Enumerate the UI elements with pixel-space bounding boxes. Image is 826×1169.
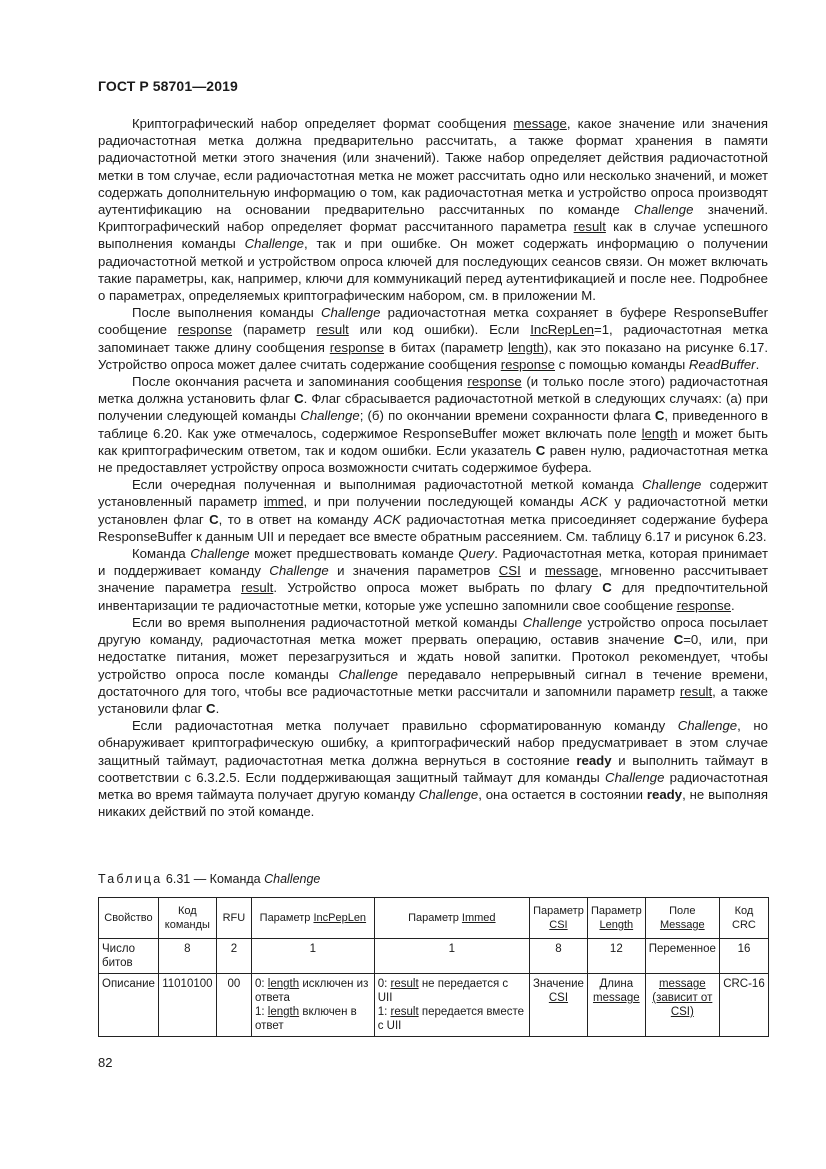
header-length: Параметр Length: [587, 898, 645, 939]
text-run: Криптографический набор определяет формат сообщения: [132, 116, 514, 131]
text-run: передавало непрерывный сигнал в течение времени, достаточного для того, чтобы все радиочастотные метки рассчитали и запомнили параметр: [98, 666, 769, 699]
cell-message: message (зависит от CSI): [645, 974, 719, 1037]
page-number: 82: [98, 1055, 113, 1070]
header-csi: Параметр CSI: [529, 898, 587, 939]
text-run: , не выполняя никаких действий по этой команде.: [98, 786, 769, 820]
text-run: C: [673, 632, 684, 648]
text-run: .: [215, 700, 220, 716]
text-run: C: [209, 511, 219, 527]
paragraph-7: [98, 717, 768, 820]
table-header-row: [99, 898, 769, 939]
cell-length: Длина message: [587, 974, 645, 1037]
text-run: Challenge: [522, 614, 583, 630]
text-run: =0, или, при недостатке питания, может перезагрузиться и ждать новой запитки. Протокол рекомендует, чтобы устройство опроса после команды: [98, 632, 768, 682]
table-caption: [98, 872, 320, 886]
text-run: result: [573, 219, 606, 235]
text-run: ready: [646, 786, 683, 802]
cell-message: Переменное: [645, 939, 719, 974]
header-property: Свойство: [99, 898, 159, 939]
text-run: Query: [458, 546, 495, 562]
text-run: или код ошибки). Если: [348, 322, 531, 338]
text-run: ACK: [580, 494, 608, 510]
text-run: как в случае успешного выполнения команды: [98, 219, 768, 252]
text-run: ready: [576, 752, 612, 768]
text-run: Challenge: [269, 563, 329, 579]
text-run: ACK: [373, 511, 401, 527]
text-run: response: [676, 597, 731, 613]
cell-label: Число битов: [99, 939, 159, 974]
text-run: IncRepLen: [530, 322, 595, 338]
text-run: message: [513, 116, 567, 131]
text-run: Challenge: [418, 786, 479, 802]
text-run: После окончания расчета и запоминания сообщения: [132, 374, 468, 390]
text-run: result: [679, 683, 713, 699]
text-run: , приведенного в таблице 6.20. Как уже отмечалось, содержимое ResponseBuffer может включать поле: [98, 408, 768, 441]
text-run: может предшествовать команде: [249, 546, 459, 562]
text-run: , но обнаруживает криптографическую ошибку, а криптографический набор предусматривает в этом случае защитный таймаут, радиочастотная метка должна вернуться в состояние: [98, 718, 768, 768]
paragraph-2: [98, 304, 768, 373]
cell-immed: 0: result не передается с UII 1: result передается вместе с UII: [374, 974, 529, 1037]
text-run: ; (б) по окончании времени сохранности флага: [359, 408, 655, 424]
text-run: , она остается в состоянии: [478, 786, 647, 802]
text-run: Challenge: [641, 477, 702, 493]
text-run: Если очередная полученная и выполнимая радиочастотной меткой команда: [132, 477, 642, 493]
text-run: .: [730, 597, 735, 613]
cell-crc: 16: [719, 939, 768, 974]
text-run: . Флаг сбрасывается радиочастотной меткой в следующих случаях: (а) при получении следующей команды: [98, 391, 768, 424]
text-run: , так и при ошибке. Он может содержать информацию о получении радиочастотной меткой и устройством опроса ключей для последующих сеансов связи. Он может включать такие параметры, как, например, ключи для коммуникаций перед аутентификацией и после нее. Подробнее о параметрах, определяемых криптографическим набором, см. в приложении М.: [98, 236, 768, 304]
paragraph-5: [98, 545, 768, 614]
table-row-bits: [99, 939, 769, 974]
text-run: .: [755, 356, 760, 372]
text-run: равен нулю, радиочастотная метка не предоставляет устройству опроса возможности считать содержимое буфера.: [98, 442, 768, 476]
text-run: response: [329, 339, 385, 355]
text-run: immed: [263, 494, 304, 510]
text-run: Challenge: [300, 408, 360, 424]
text-run: ReadBuffer: [688, 356, 756, 372]
text-run: length: [641, 425, 678, 441]
cell-rfu: 2: [216, 939, 251, 974]
caption-prefix: Таблица: [98, 872, 163, 886]
text-run: result: [241, 580, 274, 596]
text-run: устройство опроса посылает другую команду, радиочастотная метка может прервать операцию, оставив значение: [98, 614, 768, 648]
text-run: Challenge: [677, 718, 738, 734]
paragraph-4: [98, 476, 768, 545]
text-run: Challenge: [634, 202, 694, 218]
text-run: , а также установили флаг: [98, 683, 768, 716]
header-rfu: RFU: [216, 898, 251, 939]
text-run: length: [508, 339, 544, 355]
text-run: , мгновенно рассчитывает значение параметра: [98, 563, 768, 596]
text-run: с помощью команды: [555, 356, 689, 372]
text-run: C: [535, 442, 546, 458]
cell-inc: 0: length исключен из ответа 1: length включен в ответ: [252, 974, 375, 1037]
header-immed: Параметр Immed: [374, 898, 529, 939]
paragraph-6: [98, 614, 768, 717]
document-header: ГОСТ Р 58701—2019: [98, 78, 238, 94]
text-run: response: [500, 356, 555, 372]
paragraph-1: [98, 115, 768, 304]
text-run: CSI: [498, 563, 521, 579]
paragraph-3: [98, 373, 768, 476]
text-run: C: [654, 408, 665, 424]
body-text: [98, 115, 768, 820]
text-run: Challenge: [190, 546, 250, 562]
cell-label: Описание: [99, 974, 159, 1037]
text-run: result: [316, 322, 349, 338]
caption-number: 6.31 — Команда: [165, 872, 261, 886]
text-run: Challenge: [605, 769, 665, 785]
text-run: у радиочастотной метки установлен флаг: [98, 494, 768, 527]
text-run: , и при получении последующей команды: [303, 494, 581, 510]
text-run: . Устройство опроса может выбрать по флагу: [273, 580, 603, 596]
text-run: для предпочтительной инвентаризации те радиочастотные метки, которые уже успешно запомнили свое сообщение: [98, 580, 768, 613]
text-run: Challenge: [338, 666, 398, 682]
text-run: Challenge: [321, 305, 381, 321]
text-run: message: [544, 563, 599, 579]
cell-csi: 8: [529, 939, 587, 974]
cell-crc: CRC-16: [719, 974, 768, 1037]
header-message: Поле Message: [645, 898, 719, 939]
text-run: и выполнить таймаут в соответствии с 6.3.2.5. Если поддерживающая защитный таймаут для команды: [98, 752, 768, 785]
cell-cmd: 11010100: [158, 974, 216, 1037]
cell-length: 12: [587, 939, 645, 974]
text-run: , какое значение или значения радиочастотная метка должна предварительно рассчитать, а также формат хранения в памяти радиочастотной метки этого значения (или значений). Также набор определяет действия радиочастотной метки в том случае, если радиочастотная метка не может рассчитать одно или несколько значений, и может содержать дополнительную информацию о том, как радиочастотная метка и устройство опроса производят аутентификацию на основании предварительно рассчитанных по команде: [98, 116, 768, 218]
text-run: C: [602, 580, 612, 596]
text-run: Challenge: [244, 236, 304, 252]
text-run: , то в ответ на команду: [218, 511, 374, 527]
cell-immed: 1: [374, 939, 529, 974]
text-run: радиочастотная метка во время таймаута получает другую команду: [98, 769, 768, 802]
header-crc: Код CRC: [719, 898, 768, 939]
text-run: ), как это показано на рисунке 6.17. Устройство опроса может далее считать содержание сообщения: [98, 339, 768, 372]
text-run: радиочастотная метка присоединяет содержание буфера ResponseBuffer к данным UII и передает все вместе обратным рассеянием. См. таблицу 6.17 и рисунок 6.23.: [98, 511, 768, 544]
text-run: радиочастотная метка сохраняет в буфере ResponseBuffer сообщение: [98, 305, 768, 338]
cell-csi: Значение CSI: [529, 974, 587, 1037]
text-run: содержит установленный параметр: [98, 477, 768, 510]
text-run: response: [467, 374, 522, 390]
caption-command: Challenge: [264, 872, 321, 886]
text-run: в битах (параметр: [384, 339, 509, 355]
table-row-description: [99, 974, 769, 1037]
text-run: Если во время выполнения радиочастотной меткой команды: [132, 614, 523, 630]
text-run: и может быть как криптографическим ответом, так и кодом ошибки. Если указатель: [98, 425, 768, 458]
text-run: и: [520, 563, 545, 579]
cell-cmd: 8: [158, 939, 216, 974]
text-run: и значения параметров: [328, 563, 499, 579]
text-run: Если радиочастотная метка получает правильно сформатированную команду: [132, 718, 678, 734]
text-run: =1, радиочастотная метка запоминает также длину сообщения: [98, 322, 769, 355]
text-run: C: [294, 391, 304, 407]
text-run: Команда: [132, 546, 191, 562]
text-run: значений. Криптографический набор определяет формат рассчитанного параметра: [98, 202, 768, 235]
text-run: После выполнения команды: [132, 305, 322, 321]
text-run: response: [177, 322, 233, 338]
text-run: C: [206, 700, 216, 716]
text-run: (и только после этого) радиочастотная метка должна установить флаг: [98, 374, 768, 407]
challenge-command-table: [98, 897, 769, 1037]
header-command-code: Код команды: [158, 898, 216, 939]
cell-inc: 1: [252, 939, 375, 974]
header-inc-rep-len: Параметр IncPepLen: [252, 898, 375, 939]
text-run: (параметр: [232, 322, 317, 338]
cell-rfu: 00: [216, 974, 251, 1037]
text-run: . Радиочастотная метка, которая принимает и поддерживает команду: [98, 546, 768, 579]
